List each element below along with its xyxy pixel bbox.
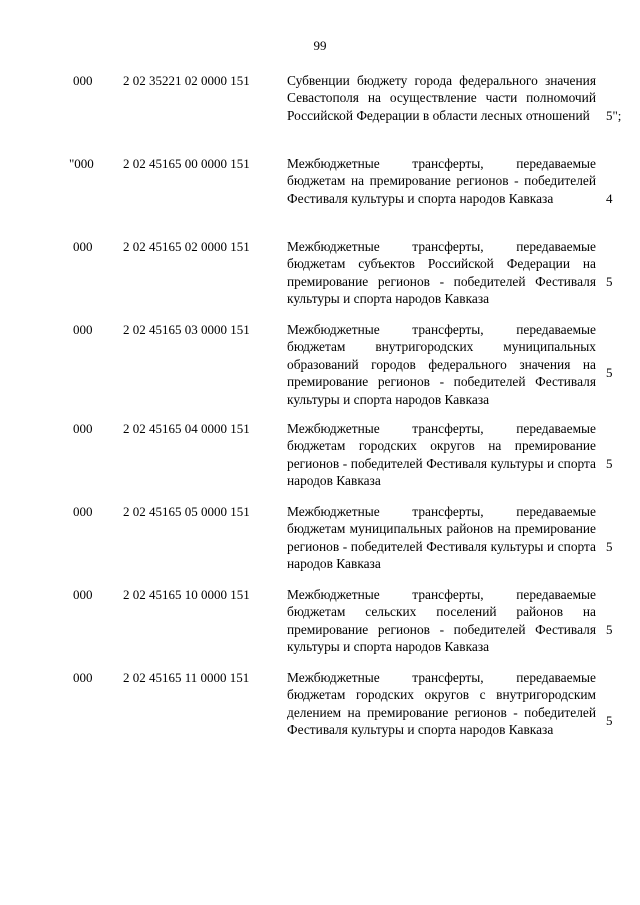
admin-code: 000 — [73, 322, 93, 337]
table-row — [0, 584, 640, 667]
table-row — [0, 236, 640, 319]
admin-code: 000 — [73, 239, 93, 254]
amount-value: 5 — [606, 539, 613, 554]
admin-code: "000 — [69, 156, 94, 171]
admin-code: 000 — [73, 670, 93, 685]
income-description: Субвенции бюджету города федерального значения Севастополя на осуществление части полномочий Российской Федерации в области лесных отношений — [287, 73, 596, 123]
admin-code: 000 — [73, 587, 93, 602]
income-code: 2 02 45165 03 0000 151 — [123, 322, 250, 337]
amount-value: 5 — [606, 713, 613, 728]
income-description: Межбюджетные трансферты, передаваемые бюджетам муниципальных районов на премирование регионов - победителей Фестиваля культуры и спорта народов Кавказа — [287, 504, 596, 572]
income-description: Межбюджетные трансферты, передаваемые бюджетам сельских поселений районов на премирование регионов - победителей Фестиваля культуры и спорта народов Кавказа — [287, 587, 596, 655]
income-description: Межбюджетные трансферты, передаваемые бюджетам внутригородских муниципальных образований городов федерального значения на премирование регионов - победителей Фестиваля культуры и спорта народов Кавказа — [287, 322, 596, 407]
amount-value: 5 — [606, 365, 613, 380]
admin-code: 000 — [73, 504, 93, 519]
income-description: Межбюджетные трансферты, передаваемые бюджетам на премирование регионов - победителей Фестиваля культуры и спорта народов Кавказа — [287, 156, 596, 206]
table-row — [0, 501, 640, 584]
amount-value: 5 — [606, 456, 613, 471]
table-row — [0, 153, 640, 236]
income-code: 2 02 35221 02 0000 151 — [123, 73, 250, 88]
income-description: Межбюджетные трансферты, передаваемые бюджетам городских округов с внутригородским делением на премирование регионов - победителей Фестиваля культуры и спорта народов Кавказа — [287, 670, 596, 738]
income-code: 2 02 45165 05 0000 151 — [123, 504, 250, 519]
income-code: 2 02 45165 10 0000 151 — [123, 587, 250, 602]
admin-code: 000 — [73, 73, 93, 88]
amount-value: 5 — [606, 274, 613, 289]
admin-code: 000 — [73, 421, 93, 436]
table-row — [0, 319, 640, 418]
amount-value: 4 — [606, 191, 613, 206]
table-row — [0, 70, 640, 153]
income-code: 2 02 45165 02 0000 151 — [123, 239, 250, 254]
budget-code-table — [0, 70, 640, 767]
income-description: Межбюджетные трансферты, передаваемые бюджетам городских округов на премирование регионов - победителей Фестиваля культуры и спорта народов Кавказа — [287, 421, 596, 489]
page-number: 99 — [313, 38, 327, 53]
table-row — [0, 418, 640, 501]
income-code: 2 02 45165 11 0000 151 — [123, 670, 250, 685]
amount-value: 5"; — [606, 108, 622, 123]
income-code: 2 02 45165 00 0000 151 — [123, 156, 250, 171]
amount-value: 5 — [606, 622, 613, 637]
income-description: Межбюджетные трансферты, передаваемые бюджетам субъектов Российской Федерации на премирование регионов - победителей Фестиваля культуры и спорта народов Кавказа — [287, 239, 596, 307]
income-code: 2 02 45165 04 0000 151 — [123, 421, 250, 436]
table-row — [0, 667, 640, 767]
